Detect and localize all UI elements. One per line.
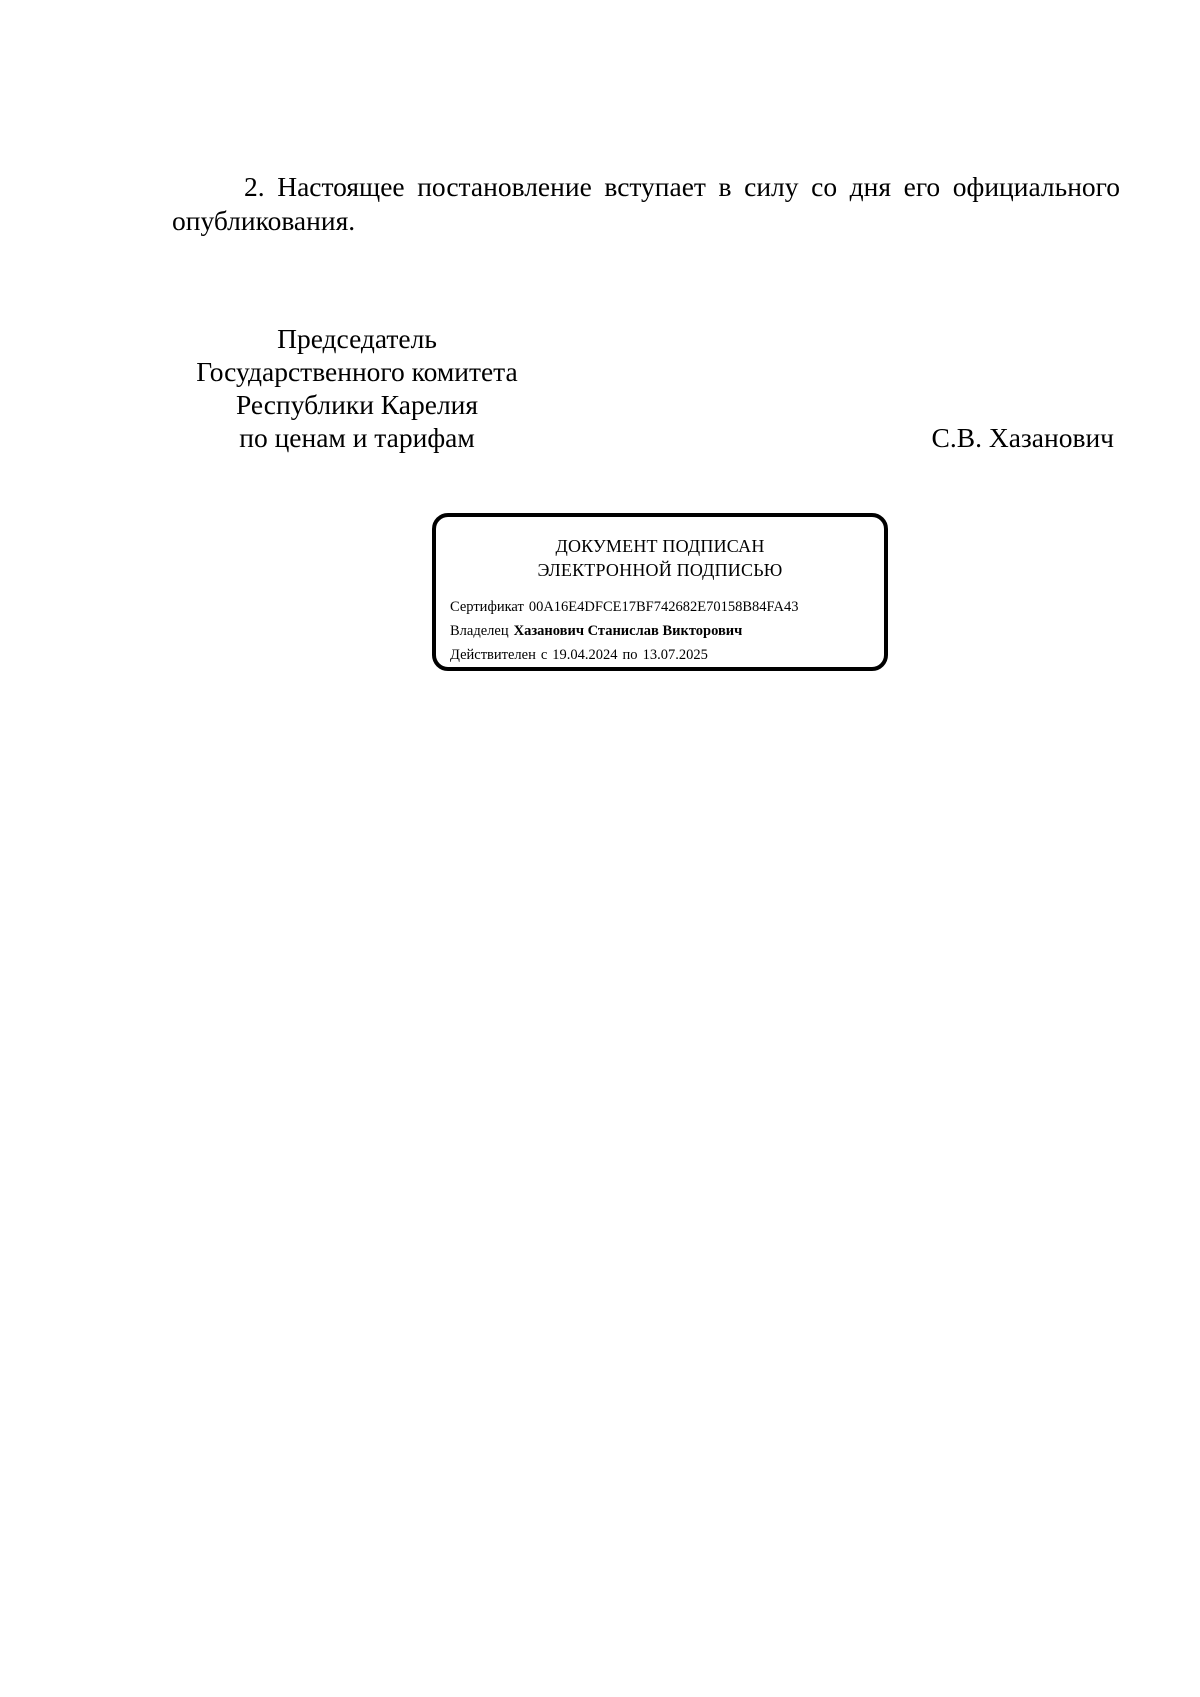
owner-label: Владелец (450, 623, 509, 639)
signer-title-line: Председатель (277, 323, 437, 354)
stamp-owner-row (450, 619, 798, 643)
paragraph-text: 2. Настоящее постановление вступает в силу со дня его официального опубликования. (172, 171, 1120, 236)
valid-from-word: с (540, 647, 548, 663)
signer-title-line: Республики Карелия (235, 389, 479, 420)
stamp-details (450, 595, 798, 667)
signer-title-line: Государственного комитета (196, 356, 518, 387)
owner-value: Хазанович Станислав Викторович (513, 623, 743, 639)
stamp-header-line: ДОКУМЕНТ ПОДПИСАН (555, 536, 765, 556)
stamp-header (436, 534, 884, 582)
stamp-certificate-row (450, 595, 798, 619)
valid-from-date: 19.04.2024 (552, 647, 618, 663)
certificate-value: 00A16E4DFCE17BF742682E70158B84FA43 (528, 599, 799, 615)
paragraph-effective-date (172, 170, 1120, 238)
electronic-signature-stamp (432, 513, 888, 671)
signer-title-line: по ценам и тарифам (239, 422, 475, 453)
stamp-validity-row (450, 643, 798, 667)
valid-to-word: по (622, 647, 638, 663)
certificate-label: Сертификат (450, 599, 524, 615)
valid-to-date: 13.07.2025 (642, 647, 708, 663)
stamp-header-line: ЭЛЕКТРОННОЙ ПОДПИСЬЮ (537, 560, 783, 580)
signer-name: С.В. Хазанович (931, 422, 1114, 453)
valid-label: Действителен (450, 647, 536, 663)
signer-title (172, 322, 542, 454)
